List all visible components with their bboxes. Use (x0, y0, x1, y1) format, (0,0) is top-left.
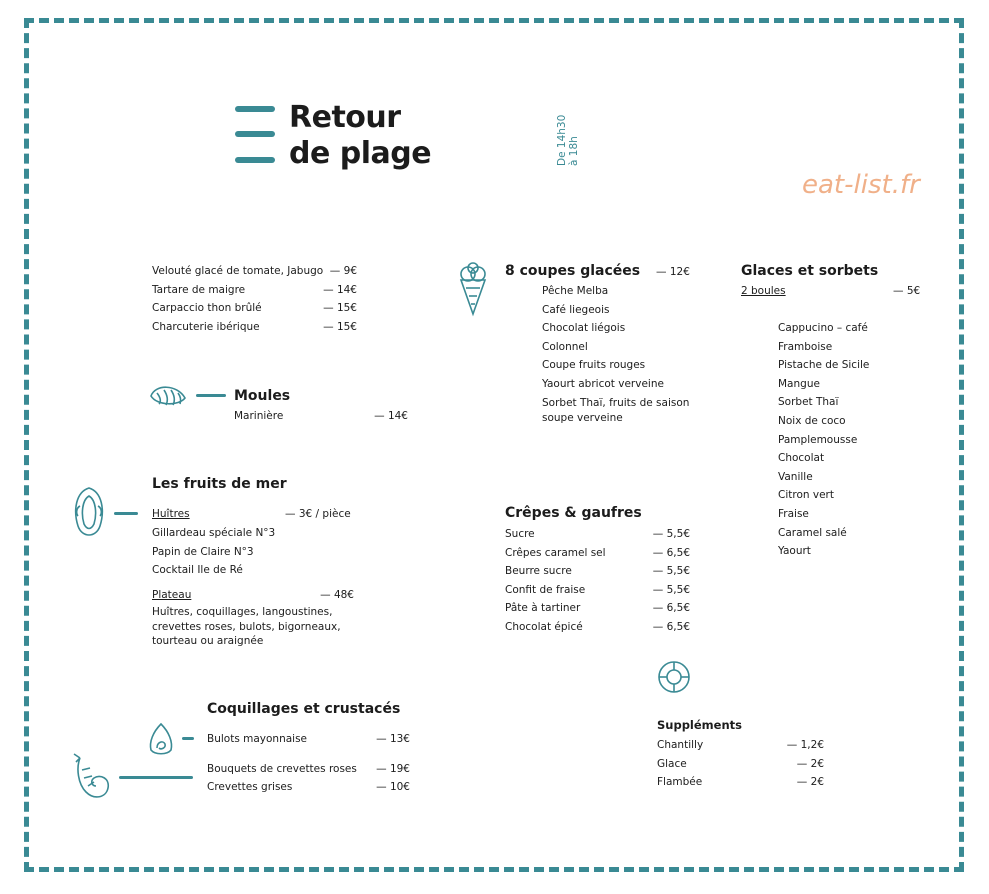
menu-item (152, 281, 357, 300)
hours-label: De 14h30 à 18h (556, 114, 580, 166)
menu-item (657, 736, 824, 755)
item-price: — 5,5€ (652, 583, 690, 596)
huitres-list (152, 524, 275, 580)
item-price: — 19€ (376, 762, 410, 775)
list-item: Pamplemousse (778, 433, 858, 446)
watermark: eat-list.fr (802, 170, 920, 200)
item-price: — 6,5€ (652, 620, 690, 633)
item-price: — 5,5€ (652, 528, 690, 540)
item-price: — 15€ (323, 320, 357, 333)
lifebuoy-icon (657, 660, 691, 694)
coquillages-list (207, 730, 410, 797)
menu-item (505, 525, 690, 544)
list-item: Coupe fruits rouges (542, 359, 646, 372)
menu-item (505, 544, 690, 563)
item-price: — 9€ (329, 265, 357, 277)
item-name: Bulots mayonnaise (207, 733, 308, 745)
item-name: Charcuterie ibérique (152, 320, 260, 333)
list-item: Noix de coco (778, 414, 846, 427)
menu-item (505, 599, 690, 618)
list-item: Mangue (778, 377, 820, 390)
ice-cream-cone-icon (458, 262, 488, 316)
menu-item (207, 730, 410, 749)
glaces-title: Glaces et sorbets (741, 263, 879, 279)
mussel-icon (149, 384, 187, 406)
menu-item (207, 778, 410, 797)
item-name: Confit de fraise (505, 583, 586, 596)
item-price: — 6,5€ (652, 602, 690, 615)
item-price: — 6,5€ (652, 546, 690, 559)
item-name: Glace (657, 757, 687, 770)
menu-item (657, 755, 824, 774)
boules-label: 2 boules (741, 285, 786, 297)
item-price: — 14€ (323, 283, 357, 296)
list-item: Café liegeois (542, 303, 610, 316)
coquillages-title: Coquillages et crustacés (207, 701, 401, 717)
item-price: — 1,2€ (786, 739, 824, 751)
item-price: — 2€ (796, 776, 824, 789)
list-item: Fraise (778, 507, 809, 520)
oyster-icon (72, 486, 106, 540)
list-item: Cappucino – café (778, 322, 868, 334)
list-item: Framboise (778, 340, 833, 353)
menu-item (657, 773, 824, 792)
glaces-list (778, 319, 869, 561)
menu-item (505, 562, 690, 581)
divider (119, 776, 193, 779)
plateau-description (152, 605, 341, 649)
shrimp-icon (72, 754, 112, 802)
supplements-title: Suppléments (657, 718, 742, 732)
menu-item (152, 299, 357, 318)
item-price: — 2€ (796, 757, 824, 770)
list-item: tourteau ou araignée (152, 635, 264, 647)
menu-bars-icon-middle (235, 131, 275, 137)
moules-title: Moules (234, 388, 291, 404)
coupes-price: — 12€ (656, 266, 690, 278)
item-name: Chantilly (657, 739, 704, 751)
item-name: Flambée (657, 776, 703, 789)
menu-item (207, 760, 410, 779)
page-title: Retour de plage (289, 100, 432, 171)
moules-item: Marinière (234, 410, 284, 422)
item-name: Velouté glacé de tomate, Jabugo (152, 265, 324, 277)
moules-price: — 14€ (374, 410, 408, 422)
list-item: Chocolat (778, 452, 825, 465)
item-name: Crêpes caramel sel (505, 546, 606, 559)
item-name: Pâte à tartiner (505, 602, 581, 615)
huitres-price: — 3€ / pièce (285, 508, 351, 520)
list-item: Caramel salé (778, 526, 847, 539)
item-name: Chocolat épicé (505, 620, 583, 633)
list-item: Cocktail Ile de Ré (152, 564, 243, 577)
divider (196, 394, 226, 397)
list-item: Papin de Claire N°3 (152, 545, 254, 558)
menu-item (505, 581, 690, 600)
list-item: Yaourt abricot verveine (542, 377, 664, 390)
list-item: Sorbet Thaï, fruits de saison (542, 396, 690, 409)
menu-item (505, 618, 690, 637)
list-item: Colonnel (542, 340, 588, 353)
list-item: Huîtres, coquillages, langoustines, (152, 606, 333, 618)
coupes-title: 8 coupes glacées (505, 263, 641, 279)
starters-list (152, 262, 357, 336)
item-price: — 5,5€ (652, 565, 690, 578)
item-name: Sucre (505, 528, 535, 540)
list-item: Pêche Melba (542, 285, 609, 297)
list-item: Vanille (778, 470, 813, 483)
coupes-list (542, 282, 689, 425)
fruits-de-mer-title: Les fruits de mer (152, 476, 287, 492)
crepes-title: Crêpes & gaufres (505, 505, 642, 521)
item-price: — 15€ (323, 302, 357, 315)
plateau-price: — 48€ (320, 589, 354, 601)
list-item: Gillardeau spéciale N°3 (152, 527, 276, 539)
item-price: — 13€ (376, 733, 410, 745)
divider (182, 737, 194, 740)
list-item: crevettes roses, bulots, bigorneaux, (152, 620, 341, 633)
item-name: Beurre sucre (505, 565, 572, 578)
item-name: Tartare de maigre (152, 283, 246, 296)
menu-item (152, 318, 357, 337)
menu-item (152, 262, 357, 281)
supplements-list (657, 736, 824, 792)
divider (114, 512, 138, 515)
item-name: Crevettes grises (207, 781, 293, 794)
plateau-label: Plateau (152, 589, 192, 601)
list-item: Citron vert (778, 489, 834, 502)
boules-price: — 5€ (893, 285, 921, 297)
list-item: Yaourt (778, 545, 811, 558)
menu-bars-icon-bottom (235, 157, 275, 163)
item-name: Carpaccio thon brûlé (152, 302, 262, 315)
whelk-icon (147, 722, 175, 756)
item-name: Bouquets de crevettes roses (207, 762, 357, 775)
list-item: Sorbet Thaï (778, 396, 839, 409)
crepes-list (505, 525, 690, 637)
list-item: Pistache de Sicile (778, 359, 870, 372)
huitres-label: Huîtres (152, 508, 190, 520)
item-price: — 10€ (376, 781, 410, 794)
list-item: Chocolat liégois (542, 322, 626, 335)
menu-bars-icon (235, 106, 275, 112)
list-item: soupe verveine (542, 412, 623, 425)
